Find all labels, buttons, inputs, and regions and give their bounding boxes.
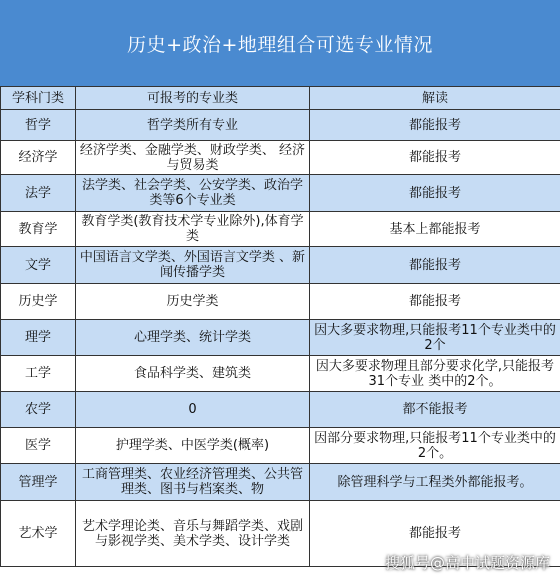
table-header-row <box>1 87 560 110</box>
majors-cell: 艺术学理论类、音乐与舞蹈学类、戏剧与影视学类、美术学类、设计学类 <box>76 501 310 567</box>
note-cell: 都能报考 <box>310 247 560 284</box>
table-row <box>1 356 560 392</box>
watermark: 搜狐号@高中试题资源库 <box>384 554 550 572</box>
category-cell: 经济学 <box>1 141 76 175</box>
category-cell: 历史学 <box>1 284 76 320</box>
table-row <box>1 428 560 464</box>
majors-cell: 经济学类、金融学类、财政学类、 经济与贸易类 <box>76 141 310 175</box>
majors-table <box>0 86 560 567</box>
header-category: 学科门类 <box>1 87 76 110</box>
category-cell: 法学 <box>1 175 76 212</box>
note-cell: 因大多要求物理,只能报考11个专业类中的2个 <box>310 320 560 356</box>
table-row <box>1 392 560 428</box>
majors-cell: 中国语言文学类、外国语言文学类 、新闻传播学类 <box>76 247 310 284</box>
category-cell: 教育学 <box>1 212 76 247</box>
note-cell: 除管理科学与工程类外都能报考。 <box>310 464 560 501</box>
header-note: 解读 <box>310 87 560 110</box>
table-row <box>1 141 560 175</box>
note-cell: 因大多要求物理且部分要求化学,只能报考31个专业 类中的2个。 <box>310 356 560 392</box>
majors-cell: 心理学类、统计学类 <box>76 320 310 356</box>
note-cell: 都能报考 <box>310 284 560 320</box>
category-cell: 艺术学 <box>1 501 76 567</box>
table-row <box>1 464 560 501</box>
table-row <box>1 175 560 212</box>
category-cell: 医学 <box>1 428 76 464</box>
majors-cell: 工商管理类、农业经济管理类、公共管理类、图书与档案类、物 <box>76 464 310 501</box>
table-row <box>1 284 560 320</box>
table-row <box>1 320 560 356</box>
table-row <box>1 247 560 284</box>
majors-cell: 哲学类所有专业 <box>76 110 310 141</box>
note-cell: 都不能报考 <box>310 392 560 428</box>
majors-cell: 护理学类、中医学类(概率) <box>76 428 310 464</box>
note-cell: 基本上都能报考 <box>310 212 560 247</box>
note-cell: 都能报考 <box>310 501 560 567</box>
majors-cell: 教育学类(教育技术学专业除外),体育学类 <box>76 212 310 247</box>
header-majors: 可报考的专业类 <box>76 87 310 110</box>
majors-cell: 历史学类 <box>76 284 310 320</box>
page-title: 历史+政治+地理组合可选专业情况 <box>127 33 433 56</box>
page-title-banner <box>0 0 560 86</box>
table-row <box>1 212 560 247</box>
note-cell: 都能报考 <box>310 141 560 175</box>
majors-cell: 0 <box>76 392 310 428</box>
note-cell: 都能报考 <box>310 175 560 212</box>
category-cell: 文学 <box>1 247 76 284</box>
note-cell: 因部分要求物理,只能报考11个专业类中的2个。 <box>310 428 560 464</box>
majors-cell: 食品科学类、建筑类 <box>76 356 310 392</box>
majors-cell: 法学类、社会学类、公安学类、政治学类等6个专业类 <box>76 175 310 212</box>
category-cell: 理学 <box>1 320 76 356</box>
category-cell: 工学 <box>1 356 76 392</box>
table-row <box>1 110 560 141</box>
note-cell: 都能报考 <box>310 110 560 141</box>
category-cell: 管理学 <box>1 464 76 501</box>
category-cell: 农学 <box>1 392 76 428</box>
category-cell: 哲学 <box>1 110 76 141</box>
